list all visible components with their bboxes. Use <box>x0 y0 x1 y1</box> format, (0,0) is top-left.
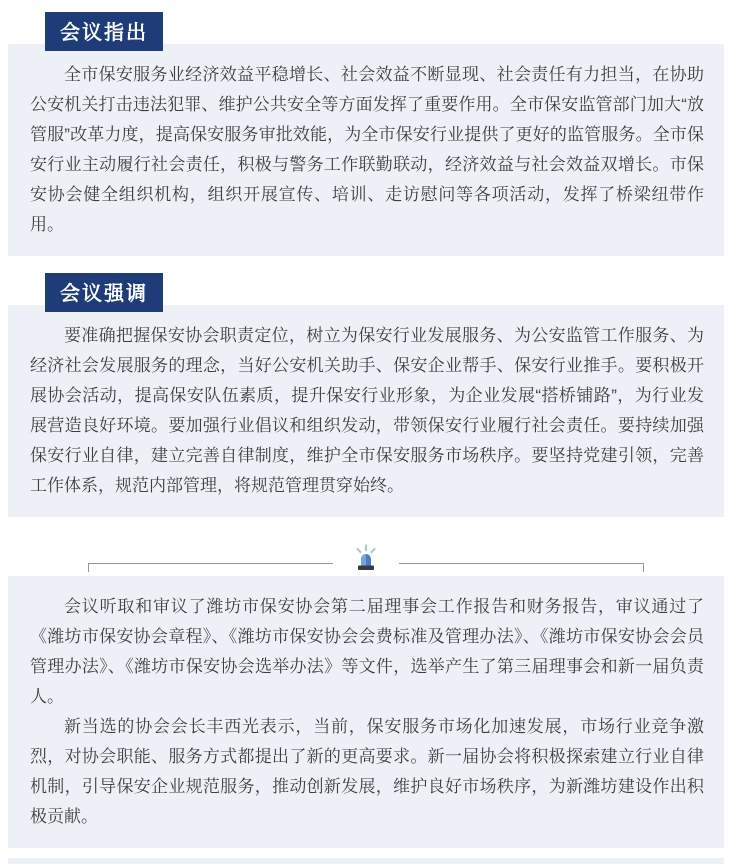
section-meeting-emphasized <box>0 273 732 517</box>
section-meeting-pointed-out <box>0 12 732 256</box>
badge-meeting-emphasized: 会议强调 <box>45 273 163 312</box>
paragraph-meeting-review: 会议听取和审议了潍坊市保安协会第二届理事会工作报告和财务报告，审议通过了《潍坊市保安协会章程》、《潍坊市保安协会会费标准及管理办法》、《潍坊市保安协会会员管理办法》、《潍坊市保安协会选举办法》等文件，选举产生了第三届理事会和新一届负责人。 <box>30 597 704 706</box>
panel-meeting-emphasized <box>8 305 724 517</box>
paragraph-meeting-emphasized: 要准确把握保安协会职责定位，树立为保安行业发展服务、为公安监管工作服务、为经济社会发展服务的理念，当好公安机关助手、保安企业帮手、保安行业推手。要积极开展协会活动，提高保安队伍素质，提升保安行业形象，为企业发展“搭桥铺路”，为行业发展营造良好环境。要加强行业倡议和组织发动，带领保安行业履行社会责任。要持续加强保安行业自律，建立完善自律制度，维护全市保安服务市场秩序。要坚持党建引领，完善工作体系，规范内部管理，将规范管理贯穿始终。 <box>30 326 704 495</box>
section-divider <box>88 539 644 573</box>
panel-meeting-pointed-out <box>8 44 724 256</box>
section-meeting-summary <box>0 576 732 848</box>
badge-meeting-pointed-out: 会议指出 <box>45 12 163 51</box>
divider-line-right <box>399 563 644 573</box>
paragraph-meeting-pointed-out: 全市保安服务业经济效益平稳增长、社会效益不断显现、社会责任有力担当，在协助公安机关打击违法犯罪、维护公共安全等方面发挥了重要作用。全市保安监管部门加大“放管服”改革力度，提高保安服务审批效能，为全市保安行业提供了更好的监管服务。全市保安行业主动履行社会责任，积极与警务工作联勤联动，经济效益与社会效益双增长。市保安协会健全组织机构，组织开展宣传、培训、走访慰问等各项活动，发挥了桥梁纽带作用。 <box>30 65 704 234</box>
panel-meeting-summary <box>8 576 724 848</box>
police-beacon-icon <box>351 543 381 573</box>
divider-line-left <box>88 563 333 573</box>
paragraph-new-chairman-remarks: 新当选的协会会长丰西光表示，当前，保安服务市场化加速发展，市场行业竞争激烈，对协会职能、服务方式都提出了新的更高要求。新一届协会将积极探索建立行业自律机制，引导保安企业规范服务，推动创新发展，维护良好市场秩序，为新潍坊建设作出积极贡献。 <box>30 717 704 826</box>
next-section-panel-edge <box>8 858 724 864</box>
